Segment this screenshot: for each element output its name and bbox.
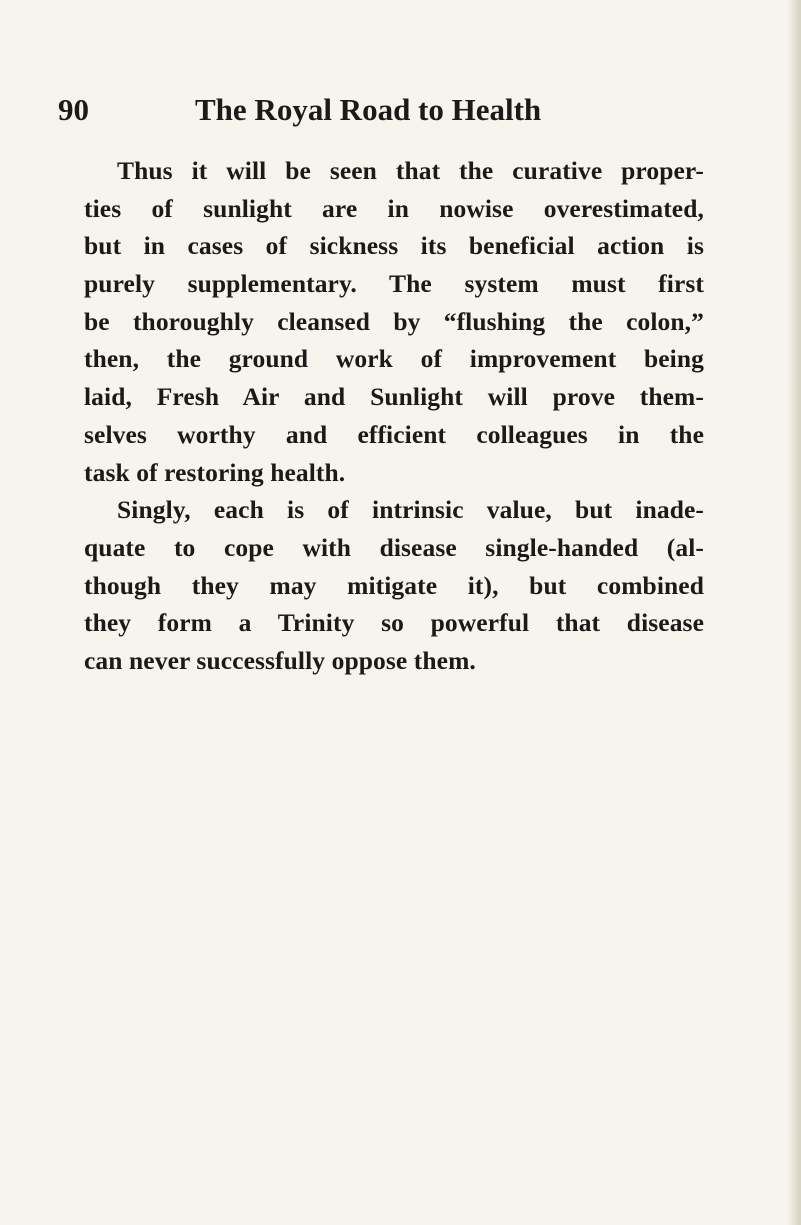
text-line: Thus it will be seen that the curative proper- [117,156,704,185]
body-text [84,152,704,680]
text-line: can never successfully oppose them. [84,645,476,675]
text-line: they form a Trinity so powerful that disease [84,608,704,638]
page-edge-shadow [787,0,801,1225]
book-title: The Royal Road to Health [195,92,542,127]
text-line: Singly, each is of intrinsic value, but inade- [117,495,704,525]
text-line: laid, Fresh Air and Sunlight will prove them- [84,382,704,412]
page-number: 90 [58,92,89,127]
text-line: but in cases of sickness its beneficial action is [84,231,704,261]
text-line: be thoroughly cleansed by “flushing the colon,” [84,306,704,336]
text-line: selves worthy and efficient colleagues in the [84,419,704,449]
running-head [58,88,678,132]
text-line: then, the ground work of improvement being [84,344,704,374]
text-line: quate to cope with disease single-handed (al- [84,532,704,562]
text-line: ties of sunlight are in nowise overestimated, [84,193,704,223]
text-line: though they may mitigate it), but combined [84,570,704,600]
text-line: purely supplementary. The system must first [84,269,704,299]
text-line: task of restoring health. [84,457,346,487]
